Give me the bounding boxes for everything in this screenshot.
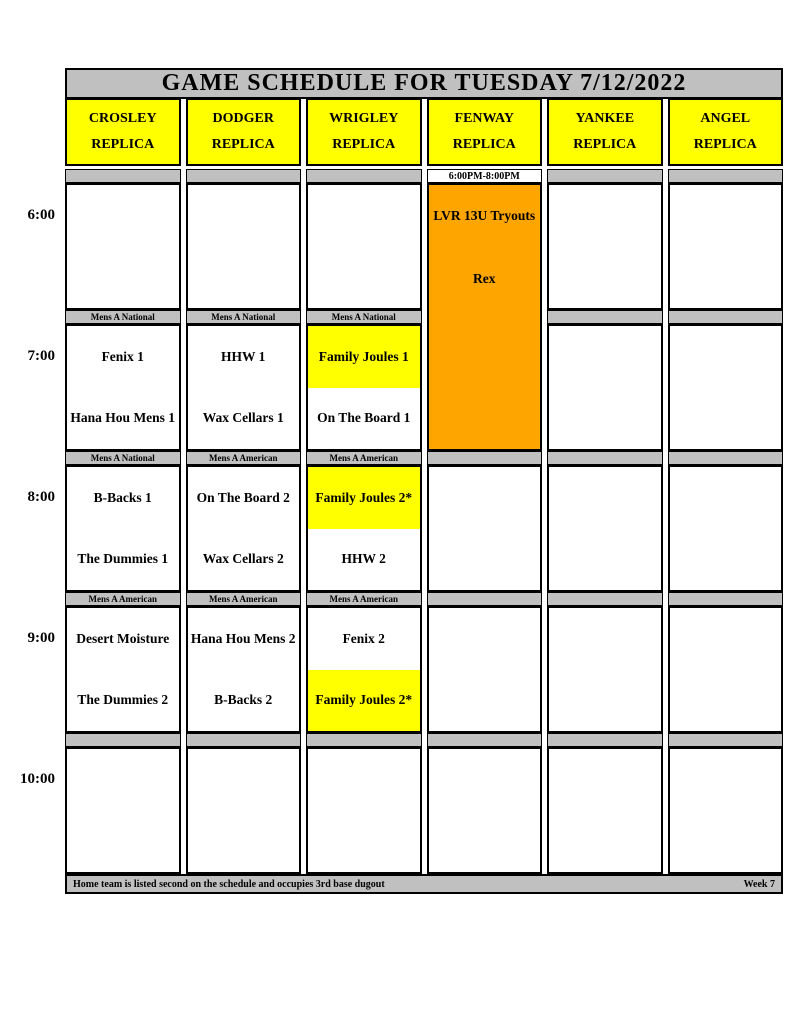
game-cell-6pm-wrigley — [306, 183, 422, 310]
away-team: On The Board 2 — [196, 489, 290, 505]
field-sub: REPLICA — [211, 137, 275, 153]
division-label: Mens A American — [186, 592, 302, 606]
strip-spacer — [65, 733, 181, 747]
game-cell-8pm-crosley — [65, 465, 181, 592]
game-cell-7pm-crosley — [65, 324, 181, 451]
field-sub: REPLICA — [91, 137, 155, 153]
strip-spacer — [547, 592, 663, 606]
division-label: Mens A National — [306, 310, 422, 324]
game-cell-7pm-angel — [668, 324, 784, 451]
schedule-table — [65, 68, 783, 894]
strip-pre-10pm — [65, 733, 783, 747]
division-label: Mens A National — [186, 310, 302, 324]
away-team: Fenix 2 — [342, 630, 385, 646]
home-team: HHW 2 — [341, 551, 386, 567]
row-7pm — [65, 324, 783, 451]
game-cell-7pm-wrigley — [306, 324, 422, 451]
away-team: HHW 1 — [221, 348, 266, 364]
game-cell-7pm-dodger — [186, 324, 302, 451]
game-cell-8pm-dodger — [186, 465, 302, 592]
footer-bar — [65, 874, 783, 894]
strip-spacer — [668, 310, 784, 324]
field-sub: REPLICA — [452, 137, 516, 153]
row-8pm — [65, 465, 783, 592]
home-team: Hana Hou Mens 1 — [70, 410, 176, 426]
home-team-highlighted: Family Joules 2* — [308, 670, 420, 732]
division-label: Mens A American — [65, 592, 181, 606]
time-label-6: 6:00 — [27, 207, 55, 223]
field-header-crosley — [65, 98, 181, 166]
field-name: DODGER — [212, 110, 274, 126]
time-label-7: 7:00 — [27, 348, 55, 364]
strip-spacer — [306, 733, 422, 747]
game-cell-8pm-fenway — [427, 465, 543, 592]
away-team-highlighted: Family Joules 2* — [308, 467, 420, 529]
field-sub: REPLICA — [573, 137, 637, 153]
strip-spacer — [65, 169, 181, 183]
game-cell-9pm-fenway — [427, 606, 543, 733]
strip-spacer — [427, 592, 543, 606]
strip-spacer — [427, 733, 543, 747]
game-cell-9pm-angel — [668, 606, 784, 733]
strip-pre-9pm — [65, 592, 783, 606]
title-row — [65, 68, 783, 96]
game-cell-7pm-fenway-tryouts — [427, 324, 543, 451]
field-name: YANKEE — [575, 110, 635, 126]
field-name: ANGEL — [700, 110, 751, 126]
game-cell-8pm-yankee — [547, 465, 663, 592]
strip-spacer — [547, 169, 663, 183]
home-team: Wax Cellars 2 — [202, 551, 284, 567]
field-header-wrigley — [306, 98, 422, 166]
division-label: Mens A American — [306, 451, 422, 465]
week-label: Week 7 — [743, 878, 775, 890]
field-header-angel — [668, 98, 784, 166]
game-cell-7pm-yankee — [547, 324, 663, 451]
game-cell-9pm-crosley — [65, 606, 181, 733]
game-cell-8pm-angel — [668, 465, 784, 592]
home-team: The Dummies 2 — [77, 692, 169, 708]
strip-spacer — [668, 451, 784, 465]
tryouts-strip-continuation — [427, 310, 543, 324]
game-cell-10pm-angel — [668, 747, 784, 874]
schedule-title: GAME SCHEDULE FOR TUESDAY 7/12/2022 — [65, 68, 783, 99]
strip-pre-6pm — [65, 169, 783, 183]
game-cell-8pm-wrigley — [306, 465, 422, 592]
time-label-8: 8:00 — [27, 489, 55, 505]
division-label: Mens A American — [186, 451, 302, 465]
game-cell-10pm-wrigley — [306, 747, 422, 874]
strip-spacer — [427, 451, 543, 465]
game-cell-10pm-fenway — [427, 747, 543, 874]
field-name: FENWAY — [454, 110, 514, 126]
field-header-yankee — [547, 98, 663, 166]
row-6pm — [65, 183, 783, 310]
game-cell-10pm-dodger — [186, 747, 302, 874]
row-10pm — [65, 747, 783, 874]
game-cell-6pm-fenway-tryouts — [427, 183, 543, 310]
strip-pre-7pm — [65, 310, 783, 324]
division-label: Mens A National — [65, 451, 181, 465]
time-label-10: 10:00 — [20, 771, 55, 787]
event-coach: Rex — [473, 270, 496, 286]
strip-spacer — [668, 592, 784, 606]
strip-spacer — [186, 733, 302, 747]
strip-spacer — [547, 733, 663, 747]
home-team: Wax Cellars 1 — [202, 410, 284, 426]
away-team: Desert Moisture — [76, 630, 170, 646]
row-9pm — [65, 606, 783, 733]
game-cell-6pm-crosley — [65, 183, 181, 310]
strip-pre-8pm — [65, 451, 783, 465]
game-cell-10pm-yankee — [547, 747, 663, 874]
game-cell-9pm-dodger — [186, 606, 302, 733]
fenway-time-note: 6:00PM-8:00PM — [427, 169, 543, 183]
game-cell-6pm-angel — [668, 183, 784, 310]
game-cell-9pm-yankee — [547, 606, 663, 733]
event-title: LVR 13U Tryouts — [433, 208, 536, 224]
strip-spacer — [668, 733, 784, 747]
field-name: CROSLEY — [88, 110, 157, 126]
game-cell-6pm-dodger — [186, 183, 302, 310]
home-team: The Dummies 1 — [77, 551, 169, 567]
time-label-9: 9:00 — [27, 630, 55, 646]
field-header-dodger — [186, 98, 302, 166]
field-header-row — [65, 98, 783, 166]
away-team: Hana Hou Mens 2 — [190, 630, 296, 646]
field-sub: REPLICA — [693, 137, 757, 153]
strip-spacer — [668, 169, 784, 183]
strip-spacer — [547, 451, 663, 465]
away-team: B-Backs 1 — [93, 489, 152, 505]
field-name: WRIGLEY — [329, 110, 399, 126]
game-cell-10pm-crosley — [65, 747, 181, 874]
away-team: Fenix 1 — [101, 348, 144, 364]
division-label: Mens A American — [306, 592, 422, 606]
field-sub: REPLICA — [332, 137, 396, 153]
home-team: B-Backs 2 — [214, 692, 273, 708]
strip-spacer — [547, 310, 663, 324]
home-team: On The Board 1 — [317, 410, 411, 426]
away-team-highlighted: Family Joules 1 — [308, 326, 420, 388]
strip-spacer — [186, 169, 302, 183]
division-label: Mens A National — [65, 310, 181, 324]
game-cell-9pm-wrigley — [306, 606, 422, 733]
game-cell-6pm-yankee — [547, 183, 663, 310]
field-header-fenway — [427, 98, 543, 166]
footer-note: Home team is listed second on the schedule and occupies 3rd base dugout — [73, 878, 385, 890]
strip-spacer — [306, 169, 422, 183]
